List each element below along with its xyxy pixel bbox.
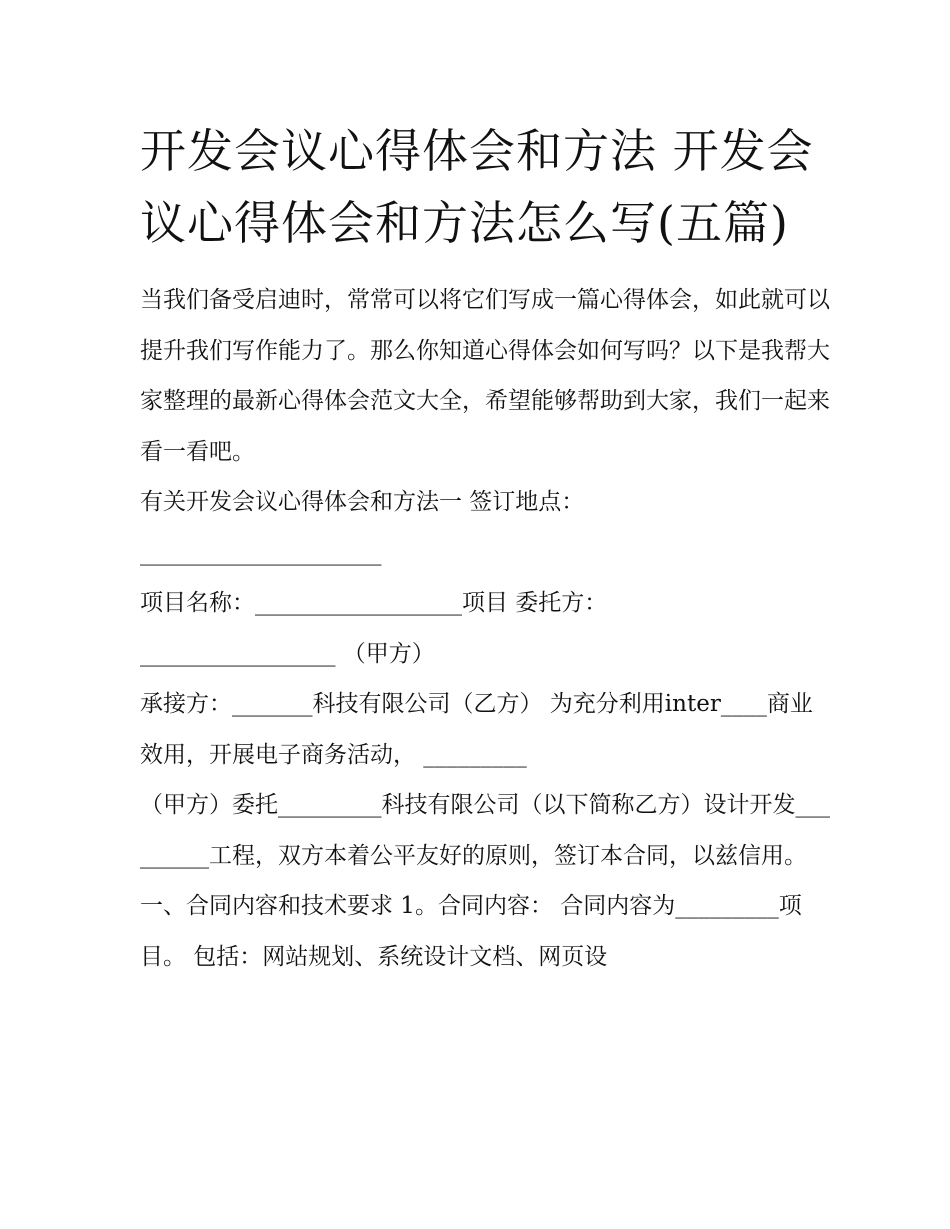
project-name-line: 项目名称：__________________项目 委托方： [140, 590, 608, 616]
document-body [140, 275, 830, 982]
sign-place-blank: _____________________ [140, 539, 382, 566]
contractor-paragraph: 承接方：_______科技有限公司（乙方） 为充分利用inter____商业效用，开展电子商务活动， _________ [140, 691, 813, 768]
intro-paragraph: 当我们备受启迪时，常常可以将它们写成一篇心得体会，如此就可以提升我们写作能力了。那么你知道心得体会如何写吗？以下是我帮大家整理的最新心得体会范文大全，希望能够帮助到大家，我们一起来看一看吧。 [140, 287, 830, 465]
document-page [140, 0, 830, 982]
section-heading-sign-place: 有关开发会议心得体会和方法一 签订地点： [140, 489, 585, 515]
document-title: 开发会议心得体会和方法 开发会议心得体会和方法怎么写(五篇) [140, 124, 814, 250]
party-a-line: _________________ （甲方） [140, 640, 435, 667]
contract-content-paragraph: 一、合同内容和技术要求 1。合同内容： 合同内容为_________项目。 包括：网站规划、系统设计文档、网页设 [140, 893, 802, 970]
commission-paragraph: （甲方）委托_________科技有限公司（以下简称乙方）设计开发_________工程，双方本着公平友好的原则，签订本合同，以兹信用。 [140, 792, 830, 869]
